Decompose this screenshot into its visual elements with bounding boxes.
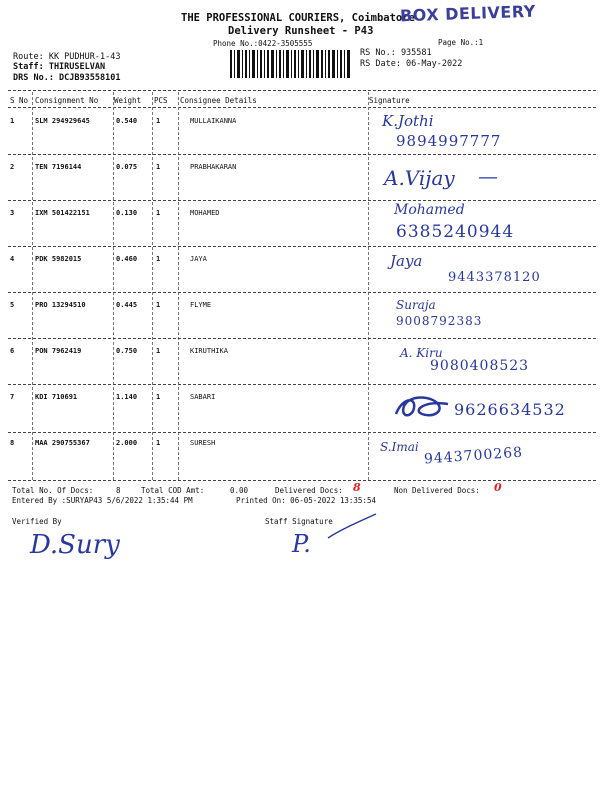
row-signature: Suraja xyxy=(396,298,436,312)
col-consignment: Consignment No xyxy=(35,96,99,105)
row-sno: 8 xyxy=(10,439,15,447)
row-consignment: MAA 290755367 xyxy=(35,439,90,447)
row-sno: 5 xyxy=(10,301,15,309)
rs-date: RS Date: 06-May-2022 xyxy=(360,59,463,69)
row-consignment: IXM 501422151 xyxy=(35,209,90,217)
entered-by: Entered By :SURYAP43 5/6/2022 1:35:44 PM xyxy=(12,496,193,505)
row-pcs: 1 xyxy=(156,255,161,263)
col-pcs: PCS xyxy=(154,96,168,105)
row-phone: 9443378120 xyxy=(448,270,541,285)
row-rule xyxy=(8,246,596,247)
row-signature: Jaya xyxy=(390,252,423,270)
phone-number: Phone No.:0422-3505555 xyxy=(213,39,313,48)
row-pcs: 1 xyxy=(156,301,161,309)
row-sno: 2 xyxy=(10,163,15,171)
row-weight: 0.130 xyxy=(116,209,138,217)
row-rule xyxy=(8,154,596,155)
row-rule xyxy=(8,292,596,293)
row-phone: 9008792383 xyxy=(396,314,483,328)
row-rule xyxy=(8,338,596,339)
row-consignee: JAYA xyxy=(190,255,207,263)
verified-by-label: Verified By xyxy=(12,517,62,526)
row-consignee: MOHAMED xyxy=(190,209,220,217)
row-consignment: PON 7962419 xyxy=(35,347,82,355)
row-consignee: MULLAIKANNA xyxy=(190,117,237,125)
row-consignment: PRO 13294510 xyxy=(35,301,86,309)
row-pcs: 1 xyxy=(156,117,161,125)
header-rule-top xyxy=(8,90,596,91)
non-delivered-docs-label: Non Delivered Docs: xyxy=(394,486,480,495)
row-pcs: 1 xyxy=(156,347,161,355)
row-weight: 0.075 xyxy=(116,163,138,171)
column-separator xyxy=(152,92,153,480)
row-consignment: PDK 5982015 xyxy=(35,255,82,263)
row-consignee: SURESH xyxy=(190,439,216,447)
company-name: THE PROFESSIONAL COURIERS, Coimbatore xyxy=(181,12,415,24)
column-separator xyxy=(368,92,369,480)
row-weight: 0.750 xyxy=(116,347,138,355)
row-dash-mark: — xyxy=(478,164,498,188)
staff-signature: P. xyxy=(292,530,311,558)
row-consignee: FLYME xyxy=(190,301,212,309)
row-pcs: 1 xyxy=(156,163,161,171)
verified-by-signature: D.Sury xyxy=(30,530,120,560)
staff-signature-label: Staff Signature xyxy=(265,517,333,526)
page-number: Page No.:1 xyxy=(438,38,484,47)
row-consignee: KIRUTHIKA xyxy=(190,347,228,355)
row-weight: 0.445 xyxy=(116,301,138,309)
column-separator xyxy=(178,92,179,480)
row-signature: K.Jothi xyxy=(382,112,434,130)
barcode xyxy=(230,50,350,78)
row-phone: 9443700268 xyxy=(423,444,524,468)
row-signature: A. Kiru xyxy=(400,346,443,360)
drs-number: DRS No.: DCJB93558101 xyxy=(13,73,121,83)
delivered-docs-handwritten: 8 xyxy=(353,481,361,494)
row-consignment: KDI 710691 xyxy=(35,393,78,401)
column-separator xyxy=(113,92,114,480)
col-signature: Signature xyxy=(369,96,410,105)
row-sno: 6 xyxy=(10,347,15,355)
total-docs-value: 8 xyxy=(116,486,121,495)
row-sno: 1 xyxy=(10,117,15,125)
non-delivered-docs-handwritten: 0 xyxy=(494,481,502,494)
row-weight: 0.540 xyxy=(116,117,138,125)
row-sno: 7 xyxy=(10,393,15,401)
row-signature: Mohamed xyxy=(394,202,465,218)
delivered-docs-label: Delivered Docs: xyxy=(275,486,343,495)
row-pcs: 1 xyxy=(156,439,161,447)
header-rule-bottom xyxy=(8,107,596,108)
rs-number: RS No.: 935581 xyxy=(360,48,432,58)
row-rule xyxy=(8,384,596,385)
row-phone: 9626634532 xyxy=(454,400,566,419)
box-delivery-stamp: BOX DELIVERY xyxy=(399,1,537,26)
col-weight: Weight xyxy=(114,96,142,105)
row-phone: 6385240944 xyxy=(396,222,515,242)
row-weight: 2.000 xyxy=(116,439,138,447)
row-consignee: PRABHAKARAN xyxy=(190,163,237,171)
col-consignee-details: Consignee Details xyxy=(180,96,257,105)
row-consignment: SLM 294929645 xyxy=(35,117,90,125)
table-rule-bottom xyxy=(8,480,596,481)
row-pcs: 1 xyxy=(156,393,161,401)
row-sno: 3 xyxy=(10,209,15,217)
total-cod-label: Total COD Amt: xyxy=(141,486,205,495)
row-signature: A.Vijay xyxy=(384,166,455,190)
row-rule xyxy=(8,200,596,201)
total-cod-value: 0.00 xyxy=(230,486,249,495)
row-rule xyxy=(8,432,596,433)
column-separator xyxy=(32,92,33,480)
row-phone: 9080408523 xyxy=(430,358,530,374)
col-sno: S No xyxy=(10,96,29,105)
total-docs-label: Total No. Of Docs: xyxy=(12,486,94,495)
row-consignment: TEN 7196144 xyxy=(35,163,82,171)
row-weight: 1.140 xyxy=(116,393,138,401)
sheet-title: Delivery Runsheet - P43 xyxy=(228,25,374,37)
staff-name: Staff: THIRUSELVAN xyxy=(13,62,106,72)
row-signature: S.Imai xyxy=(380,440,419,454)
route: Route: KK PUDHUR-1-43 xyxy=(13,52,121,62)
row-pcs: 1 xyxy=(156,209,161,217)
printed-on: Printed On: 06-05-2022 13:35:54 xyxy=(236,496,376,505)
row-weight: 0.460 xyxy=(116,255,138,263)
row-phone: 9894997777 xyxy=(396,132,502,150)
row-sno: 4 xyxy=(10,255,15,263)
row-consignee: SABARI xyxy=(190,393,216,401)
